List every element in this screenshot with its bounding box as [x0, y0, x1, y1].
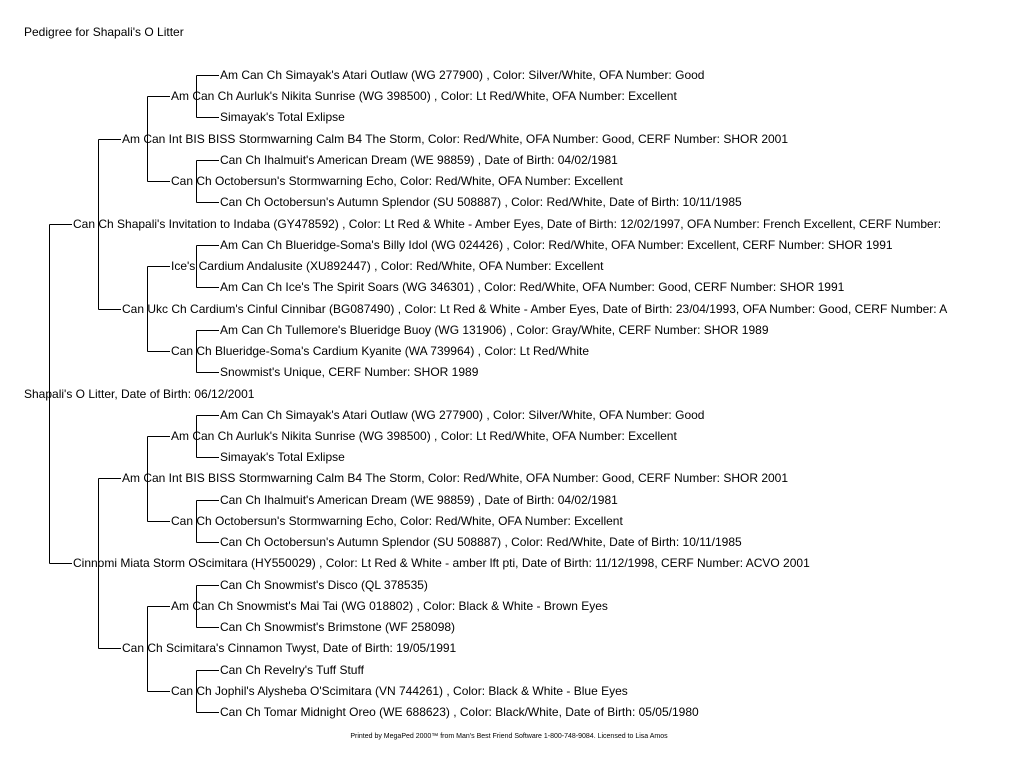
pedigree-subject: Shapali's O Litter, Date of Birth: 06/12/2001 [24, 386, 255, 401]
ancestor-gen3: Can Ch Octobersun's Stormwarning Echo, Color: Red/White, OFA Number: Excellent [171, 174, 623, 189]
dam: Cinnomi Miata Storm OScimitara (HY550029) , Color: Lt Red & White - amber lft pti, Date of Birth: 11/12/1998, CERF Number: ACVO 2001 [73, 556, 810, 571]
ancestor-gen4: Simayak's Total Exlipse [220, 450, 345, 465]
ancestor-gen4: Can Ch Octobersun's Autumn Splendor (SU 508887) , Color: Red/White, Date of Birth: 10/11/1985 [220, 195, 742, 210]
ancestor-gen4: Can Ch Snowmist's Disco (QL 378535) [220, 577, 428, 592]
paternal-granddam: Can Ukc Ch Cardium's Cinful Cinnibar (BG087490) , Color: Lt Red & White - Amber Eyes, Date of Birth: 23/04/1993, OFA Number: Good, CERF Number: A [122, 301, 948, 316]
maternal-grandsire: Am Can Int BIS BISS Stormwarning Calm B4 The Storm, Color: Red/White, OFA Number: Good, CERF Number: SHOR 2001 [122, 471, 789, 486]
ancestor-gen4: Can Ch Revelry's Tuff Stuff [220, 662, 364, 677]
ancestor-gen3: Can Ch Blueridge-Soma's Cardium Kyanite (WA 739964) , Color: Lt Red/White [171, 344, 590, 359]
ancestor-gen4: Am Can Ch Tullemore's Blueridge Buoy (WG 131906) , Color: Gray/White, CERF Number: SHOR 1989 [220, 322, 769, 337]
sire: Can Ch Shapali's Invitation to Indaba (GY478592) , Color: Lt Red & White - Amber Eyes, Date of Birth: 12/02/1997, OFA Number: French Excellent, CERF Number: [73, 216, 942, 231]
footer-credit: Printed by MegaPed 2000™ from Man's Best Friend Software 1-800-748-9084. Licensed to Lisa Amos [350, 733, 668, 740]
ancestor-gen3: Can Ch Octobersun's Stormwarning Echo, Color: Red/White, OFA Number: Excellent [171, 513, 623, 528]
paternal-grandsire: Am Can Int BIS BISS Stormwarning Calm B4 The Storm, Color: Red/White, OFA Number: Good, CERF Number: SHOR 2001 [122, 131, 789, 146]
ancestor-gen4: Am Can Ch Ice's The Spirit Soars (WG 346301) , Color: Red/White, OFA Number: Good, CERF Number: SHOR 1991 [220, 280, 845, 295]
ancestor-gen3: Am Can Ch Snowmist's Mai Tai (WG 018802) , Color: Black & White - Brown Eyes [171, 598, 608, 613]
ancestor-gen4: Am Can Ch Blueridge-Soma's Billy Idol (WG 024426) , Color: Red/White, OFA Number: Excellent, CERF Number: SHOR 1991 [220, 237, 893, 252]
ancestor-gen3: Am Can Ch Aurluk's Nikita Sunrise (WG 398500) , Color: Lt Red/White, OFA Number: Excellent [171, 428, 677, 443]
ancestor-gen4: Can Ch Octobersun's Autumn Splendor (SU 508887) , Color: Red/White, Date of Birth: 10/11/1985 [220, 535, 742, 550]
ancestor-gen4: Am Can Ch Simayak's Atari Outlaw (WG 277900) , Color: Silver/White, OFA Number: Good [220, 68, 705, 82]
ancestor-gen4: Can Ch Ihalmuit's American Dream (WE 98859) , Date of Birth: 04/02/1981 [220, 152, 618, 167]
ancestor-gen4: Am Can Ch Simayak's Atari Outlaw (WG 277900) , Color: Silver/White, OFA Number: Good [220, 407, 705, 422]
ancestor-gen4: Can Ch Snowmist's Brimstone (WF 258098) [220, 620, 456, 635]
ancestor-gen4: Simayak's Total Exlipse [220, 110, 345, 125]
ancestor-gen4: Can Ch Tomar Midnight Oreo (WE 688623) , Color: Black/White, Date of Birth: 05/05/1980 [220, 705, 699, 719]
ancestor-gen3: Can Ch Jophil's Alysheba O'Scimitara (VN 744261) , Color: Black & White - Blue Eyes [171, 683, 628, 698]
ancestor-gen4: Snowmist's Unique, CERF Number: SHOR 1989 [220, 365, 479, 380]
maternal-granddam: Can Ch Scimitara's Cinnamon Twyst, Date of Birth: 19/05/1991 [122, 641, 457, 656]
ancestor-gen4: Can Ch Ihalmuit's American Dream (WE 98859) , Date of Birth: 04/02/1981 [220, 492, 618, 507]
ancestor-gen3: Am Can Ch Aurluk's Nikita Sunrise (WG 398500) , Color: Lt Red/White, OFA Number: Excellent [171, 89, 677, 104]
ancestor-gen3: Ice's Cardium Andalusite (XU892447) , Color: Red/White, OFA Number: Excellent [171, 259, 604, 274]
page-title: Pedigree for Shapali's O Litter [24, 25, 184, 39]
